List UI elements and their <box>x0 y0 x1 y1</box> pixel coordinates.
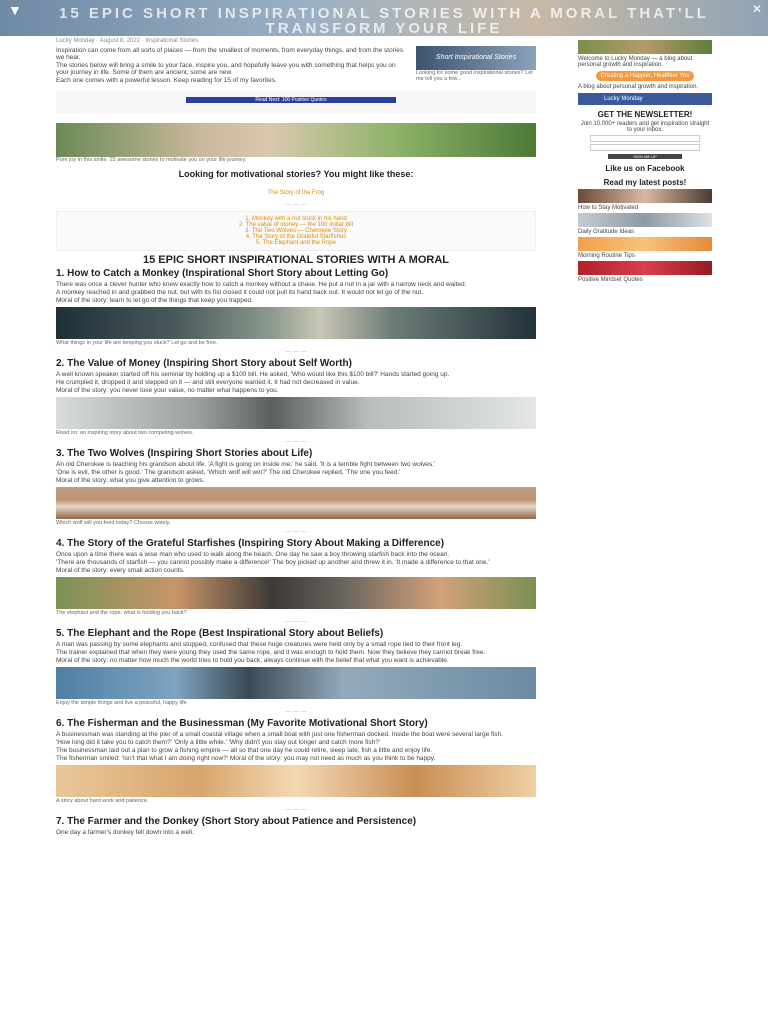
story-paragraph: An old Cherokee is teaching his grandson about life. 'A fight is going on inside me,' he said. 'It is a terrible fight between two wolves.' <box>56 461 436 468</box>
story-paragraph: Moral of the story: what you give attention to grows. <box>56 477 205 484</box>
story-paragraph: Moral of the story: every small action counts. <box>56 567 185 574</box>
story-paragraph: A businessman was standing at the pier of a small coastal village when a small boat with just one fisherman docked. Inside the boat were several large fish. <box>56 731 503 738</box>
story-paragraph: Moral of the story: you never lose your value, no matter what happens to you. <box>56 387 279 394</box>
latest-post-thumb[interactable] <box>578 213 712 227</box>
story-image-caption: Read on: an inspiring story about two competing wolves. <box>56 430 194 436</box>
story-image <box>56 487 536 519</box>
facebook-widget[interactable]: Lucky Monday <box>578 93 712 105</box>
toc-item[interactable]: 4. The Story of the Grateful Starfishes <box>245 234 347 240</box>
story-title: 4. The Story of the Grateful Starfishes (Inspiring Story About Making a Difference) <box>56 538 445 549</box>
story-paragraph: The trainer explained that when they were young they used the same rope, and it was enough to hold them. Now they believe they cannot break free. <box>56 649 486 656</box>
story-section <box>56 269 536 355</box>
toc-item[interactable]: 3. The Two Wolves — Cherokee Story <box>245 228 347 234</box>
story-image <box>56 765 536 797</box>
latest-post-thumb[interactable] <box>578 261 712 275</box>
intro-paragraph: Each one comes with a powerful lesson. Keep reading for 15 of my favorites. <box>56 77 277 84</box>
separator: — — — <box>285 202 307 208</box>
story-title: 6. The Fisherman and the Businessman (My Favorite Motivational Short Story) <box>56 718 428 729</box>
latest-post-thumb[interactable] <box>578 237 712 251</box>
ad-container <box>56 91 536 113</box>
ad-banner[interactable]: Read Next: 100 Positive Quotes <box>186 97 396 103</box>
story-section <box>56 817 536 836</box>
story-paragraph: 'One is evil, the other is good.' The grandson asked, 'Which wolf will win?' The old Cherokee replied, 'The one you feed.' <box>56 469 401 476</box>
article-meta: Lucky Monday · August 8, 2022 · Inspirational Stories <box>56 38 199 44</box>
intro-paragraph: The stories below will bring a smile to your face, inspire you, and hopefully leave you with something that helps you on your journey in life. Some of them are ancient, some are new. <box>56 62 396 76</box>
story-title: 1. How to Catch a Monkey (Inspirational Short Story about Letting Go) <box>56 268 389 279</box>
latest-post-title[interactable]: Morning Routine Tips <box>578 253 635 259</box>
site-logo-icon[interactable]: ▼ <box>8 2 22 18</box>
latest-post-title[interactable]: Daily Gratitude Ideas <box>578 229 635 235</box>
story-paragraph: There was once a clever hunter who knew exactly how to catch a monkey without a chase. He put a nut in a jar with a narrow neck and waited. <box>56 281 467 288</box>
article <box>56 36 536 837</box>
sidebar-welcome: Welcome to Lucky Monday — a blog about personal growth and inspiration. <box>578 56 693 68</box>
story-paragraph: A man was passing by some elephants and stopped, confused that these huge creatures were held only by a small rope tied to their front leg. <box>56 641 463 648</box>
story-title: 5. The Elephant and the Rope (Best Inspirational Story about Beliefs) <box>56 628 384 639</box>
latest-post-thumb[interactable] <box>578 189 712 203</box>
story-paragraph: A well known speaker started off his seminar by holding up a $100 bill. He asked, 'Who would like this $100 bill?' Hands started going up. <box>56 371 450 378</box>
toc-item[interactable]: 5. The Elephant and the Rope <box>256 240 336 246</box>
facebook-heading: Like us on Facebook <box>605 164 685 173</box>
cta-heading: Looking for motivational stories? You might like these: <box>178 169 414 179</box>
intro-section <box>56 46 536 85</box>
story-section <box>56 539 536 625</box>
story-paragraph: He crumpled it, dropped it and stepped on it — and still everyone wanted it. It had not decreased in value. <box>56 379 360 386</box>
cta-link[interactable]: The Story of the Frog <box>267 190 325 196</box>
story-title: 3. The Two Wolves (Inspiring Short Stories about Life) <box>56 448 313 459</box>
story-paragraph: 'How long did it take you to catch them?' 'Only a little while.' 'Why didn't you stay out longer and catch more fish?' <box>56 739 381 746</box>
monkey-caption: Pure joy in this smile. 15 awesome stories to motivate you on your life journey. <box>56 157 247 163</box>
story-paragraph: Moral of the story: no matter how much the world tries to hold you back, always continue with the belief that what you want is achievable. <box>56 657 449 664</box>
email-field[interactable] <box>590 144 700 151</box>
story-image <box>56 307 536 339</box>
story-image-caption: The elephant and the rope: what is holding you back? <box>56 610 187 616</box>
newsletter-text: Join 10,000+ readers and get inspiration straight to your inbox. <box>580 121 710 133</box>
separator: — — — <box>285 807 307 813</box>
section-title: 15 EPIC SHORT INSPIRATIONAL STORIES WITH A MORAL <box>143 254 449 266</box>
story-section <box>56 629 536 715</box>
story-image <box>56 667 536 699</box>
story-paragraph: The fisherman smiled: 'Isn't that what I am doing right now?' Moral of the story: you may not need as much as you think to be happy. <box>56 755 436 762</box>
story-image-caption: Which wolf will you feed today? Choose wisely. <box>56 520 171 526</box>
latest-post-title[interactable]: Positive Mindset Quotes <box>578 277 643 283</box>
intro-image: Short Inspirational Stories <box>416 46 536 70</box>
newsletter-heading: GET THE NEWSLETTER! <box>597 110 693 119</box>
intro-paragraph: Inspiration can come from all sorts of places — from the smallest of moments, from everyday things, and from the stories we hear. <box>56 47 404 61</box>
table-of-contents <box>56 211 536 251</box>
sidebar-tagline: A blog about personal growth and inspiration. <box>578 84 699 90</box>
story-paragraph: 'There are thousands of starfish — you cannot possibly make a difference!' The boy picked up another and threw it in. 'It made a difference to that one.' <box>56 559 490 566</box>
story-image <box>56 577 536 609</box>
story-image <box>56 397 536 429</box>
story-paragraph: Once upon a time there was a wise man who used to walk along the beach. One day he saw a boy throwing starfish back into the ocean. <box>56 551 450 558</box>
intro-image-caption: Looking for some good inspirational stories? Let me tell you a few... <box>416 70 533 82</box>
separator: — — — <box>285 349 307 355</box>
sidebar-author-image <box>578 40 712 54</box>
close-icon[interactable]: ✕ <box>751 2 762 16</box>
story-paragraph: Moral of the story: learn to let go of the things that keep you trapped. <box>56 297 253 304</box>
separator: — — — <box>285 529 307 535</box>
page-title: 15 EPIC SHORT INSPIRATIONAL STORIES WITH A MORAL THAT'LL TRANSFORM YOUR LIFE <box>59 5 709 36</box>
story-image-caption: A story about hard work and patience. <box>56 798 149 804</box>
story-paragraph: A monkey reached in and grabbed the nut, but with its fist closed it could not pull its hand back out. It would not let go of the nut. <box>56 289 424 296</box>
monkey-image <box>56 123 536 157</box>
story-paragraph: The businessman laid out a plan to grow a fishing empire — all so that one day he could retire, sleep late, fish a little and enjoy life. <box>56 747 433 754</box>
story-title: 2. The Value of Money (Inspiring Short Story about Self Worth) <box>56 358 352 369</box>
sidebar-cta-button[interactable]: Creating a Happier, Healthier You <box>596 71 694 81</box>
story-section <box>56 719 536 813</box>
latest-posts-heading: Read my latest posts! <box>603 178 687 187</box>
separator: — — — <box>285 619 307 625</box>
separator: — — — <box>285 439 307 445</box>
signup-button[interactable]: SIGN ME UP <box>608 154 682 159</box>
sidebar <box>578 38 712 283</box>
story-title: 7. The Farmer and the Donkey (Short Story about Patience and Persistence) <box>56 816 417 827</box>
story-image-caption: What things in your life are keeping you stuck? Let go and be free. <box>56 340 218 346</box>
story-paragraph: One day a farmer's donkey fell down into a well. <box>56 829 194 836</box>
latest-post-title[interactable]: How to Stay Motivated <box>578 205 639 211</box>
story-list <box>56 269 536 836</box>
toc-item[interactable]: 1. Monkey with a nut stuck in his hand <box>245 216 347 222</box>
separator: — — — <box>285 709 307 715</box>
story-image-caption: Enjoy the simple things and live a peaceful, happy life. <box>56 700 189 706</box>
story-section <box>56 449 536 535</box>
name-field[interactable] <box>590 135 700 142</box>
toc-item[interactable]: 2. The value of money — the 100 dollar bill <box>239 222 353 228</box>
header-banner <box>0 0 768 36</box>
story-section <box>56 359 536 445</box>
